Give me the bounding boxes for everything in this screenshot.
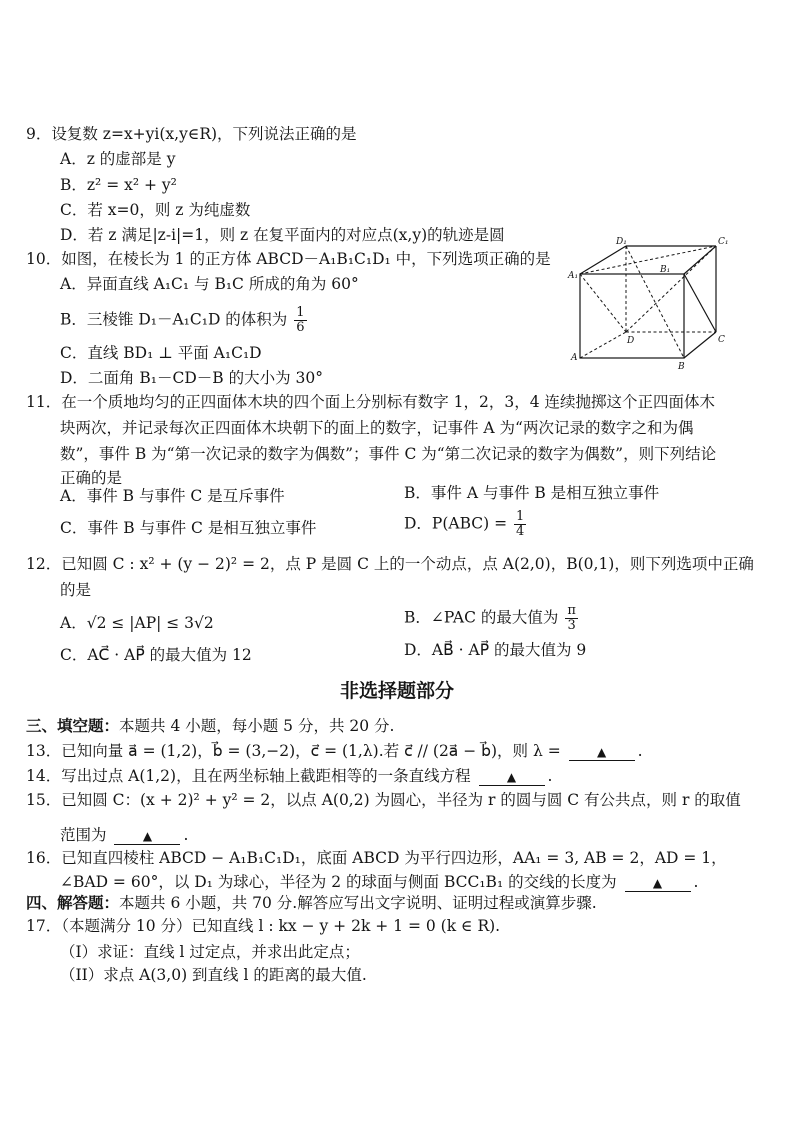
cube-diagonal — [626, 246, 684, 358]
q11-line-4: 正确的是 — [60, 469, 123, 487]
q10-option-b — [60, 306, 309, 335]
triangle-icon: ▲ — [506, 770, 517, 784]
q11-option-a: A．事件 B 与事件 C 是互斥事件 — [60, 487, 285, 505]
q9-stem: 9．设复数 z=x+yi(x,y∈R)，下列说法正确的是 — [26, 125, 357, 143]
fraction-denominator: 4 — [516, 524, 525, 539]
fraction-numerator: π — [567, 603, 576, 618]
part4-heading-label: 四、解答题： — [26, 893, 120, 912]
label-c1: C₁ — [718, 237, 729, 247]
q12-line-2: 的是 — [60, 581, 92, 599]
q10-option-d: D．二面角 B₁－CD－B 的大小为 30° — [60, 369, 323, 387]
q16-answer-blank[interactable] — [625, 874, 691, 892]
label-c: C — [718, 335, 725, 345]
part3-heading-label: 三、填空题： — [26, 716, 120, 735]
q16-period: . — [693, 873, 699, 891]
q9-option-b: B．z² = x² + y² — [60, 176, 177, 194]
q17-stem: 17．（本题满分 10 分）已知直线 l : kx − y + 2k + 1 = 0 (k ∈ R). — [26, 917, 501, 935]
q12-option-b-text: B．∠PAC 的最大值为 — [404, 608, 559, 627]
q13 — [26, 741, 643, 761]
q11-option-d-fraction — [514, 510, 526, 539]
q14-text: 14．写出过点 A(1,2)，且在两坐标轴上截距相等的一条直线方程 — [26, 767, 471, 785]
q16-text: ∠BAD = 60°，以 D₁ 为球心，半径为 2 的球面与侧面 BCC₁B₁ 的交线的长度为 — [60, 873, 617, 891]
cube-hidden-edge — [580, 332, 626, 358]
q12-option-a: A．√2 ≤ |AP| ≤ 3√2 — [60, 614, 214, 632]
triangle-icon: ▲ — [142, 829, 153, 843]
q14-answer-blank[interactable] — [479, 768, 545, 786]
fraction-numerator: 1 — [516, 509, 525, 524]
q15-text: 范围为 — [60, 826, 107, 844]
cube-figure — [566, 236, 734, 372]
label-b1: B₁ — [660, 265, 671, 275]
cube-diagonal — [626, 246, 716, 332]
fraction-numerator: 1 — [296, 305, 305, 320]
q15-answer-blank[interactable] — [114, 827, 180, 845]
part3-heading — [26, 716, 394, 736]
part3-heading-text: 本题共 4 小题，每小题 5 分，共 20 分. — [119, 717, 395, 735]
q11-line-1: 11．在一个质地均匀的正四面体木块的四个面上分别标有数字 1，2，3，4 连续抛掷这个正四面体木 — [26, 393, 716, 411]
fraction-denominator: 6 — [296, 320, 305, 335]
part4-heading — [26, 893, 597, 913]
q13-period: . — [637, 742, 643, 760]
q10-option-a: A．异面直线 A₁C₁ 与 B₁C 所成的角为 60° — [60, 275, 359, 293]
q11-option-c: C．事件 B 与事件 C 是相互独立事件 — [60, 519, 317, 537]
q11-option-d — [404, 510, 528, 539]
q12-line-1: 12．已知圆 C : x² + (y − 2)² = 2，点 P 是圆 C 上的一个动点，点 A(2,0)，B(0,1)，则下列选项中正确 — [26, 555, 754, 573]
cube-edge — [684, 332, 716, 358]
label-b: B — [678, 362, 685, 372]
q12-option-b — [404, 604, 580, 633]
q11-line-3: 数”，事件 B 为“第一次记录的数字为偶数”；事件 C 为“第二次记录的数字为偶数”，则下列结论 — [60, 445, 717, 463]
q9-option-d: D．若 z 满足|z-i|=1，则 z 在复平面内的对应点(x,y)的轨迹是圆 — [60, 226, 505, 244]
q11-option-d-text: D．P(ABC) = — [404, 514, 508, 533]
label-a: A — [571, 353, 578, 363]
cube-edge — [580, 246, 626, 274]
q9-option-a: A．z 的虚部是 y — [60, 150, 176, 168]
part4-heading-text: 本题共 6 小题，共 70 分.解答应写出文字说明、证明过程或演算步骤. — [119, 894, 597, 912]
q12-option-d: D．AB⃗ · AP⃗ 的最大值为 9 — [404, 641, 587, 659]
q11-option-b: B．事件 A 与事件 B 是相互独立事件 — [404, 484, 660, 502]
q13-text: 13．已知向量 a⃗ = (1,2)，b⃗ = (3,−2)，c⃗ = (1,λ).若 c⃗ // (2a⃗ − b⃗)，则 λ = — [26, 742, 561, 760]
q9-option-c: C．若 x=0，则 z 为纯虚数 — [60, 201, 251, 219]
label-d: D — [627, 336, 635, 346]
fraction-denominator: 3 — [567, 618, 576, 633]
q10-option-c: C．直线 BD₁ ⊥ 平面 A₁C₁D — [60, 344, 262, 362]
label-a1: A₁ — [568, 271, 579, 281]
cube-diagonal — [580, 246, 716, 274]
q16-line-2 — [60, 872, 698, 892]
q10-option-b-fraction — [294, 306, 306, 335]
section-title: 非选择题部分 — [339, 680, 454, 702]
q15-line-2 — [60, 825, 188, 845]
q12-option-c: C．AC⃗ · AP⃗ 的最大值为 12 — [60, 646, 252, 664]
q17-part-1: （I）求证：直线 l 过定点，并求出此定点； — [60, 943, 360, 961]
q17-part-2: （II）求点 A(3,0) 到直线 l 的距离的最大值. — [60, 966, 367, 984]
q10-option-b-text: B．三棱锥 D₁－A₁C₁D 的体积为 — [60, 310, 288, 329]
q13-answer-blank[interactable] — [569, 743, 635, 761]
q12-option-b-fraction — [565, 604, 578, 633]
q10-stem: 10．如图，在棱长为 1 的正方体 ABCD－A₁B₁C₁D₁ 中，下列选项正确的是 — [26, 250, 551, 268]
q14 — [26, 766, 552, 786]
q11-line-2: 块两次，并记录每次正四面体木块朝下的面上的数字，记事件 A 为“两次记录的数字之和为偶 — [60, 419, 694, 437]
q15-line-1: 15．已知圆 C：(x + 2)² + y² = 2，以点 A(0,2) 为圆心，半径为 r 的圆与圆 C 有公共点，则 r 的取值 — [26, 791, 741, 809]
triangle-icon: ▲ — [652, 876, 663, 890]
triangle-icon: ▲ — [597, 745, 607, 759]
q16-line-1: 16．已知直四棱柱 ABCD − A₁B₁C₁D₁，底面 ABCD 为平行四边形，AA₁ = 3, AB = 2，AD = 1， — [26, 849, 727, 867]
q14-period: . — [547, 767, 553, 785]
cube-diagonal — [580, 274, 626, 332]
q15-period: . — [183, 826, 189, 844]
cube-diagonal — [684, 274, 716, 332]
label-d1: D₁ — [616, 237, 627, 247]
